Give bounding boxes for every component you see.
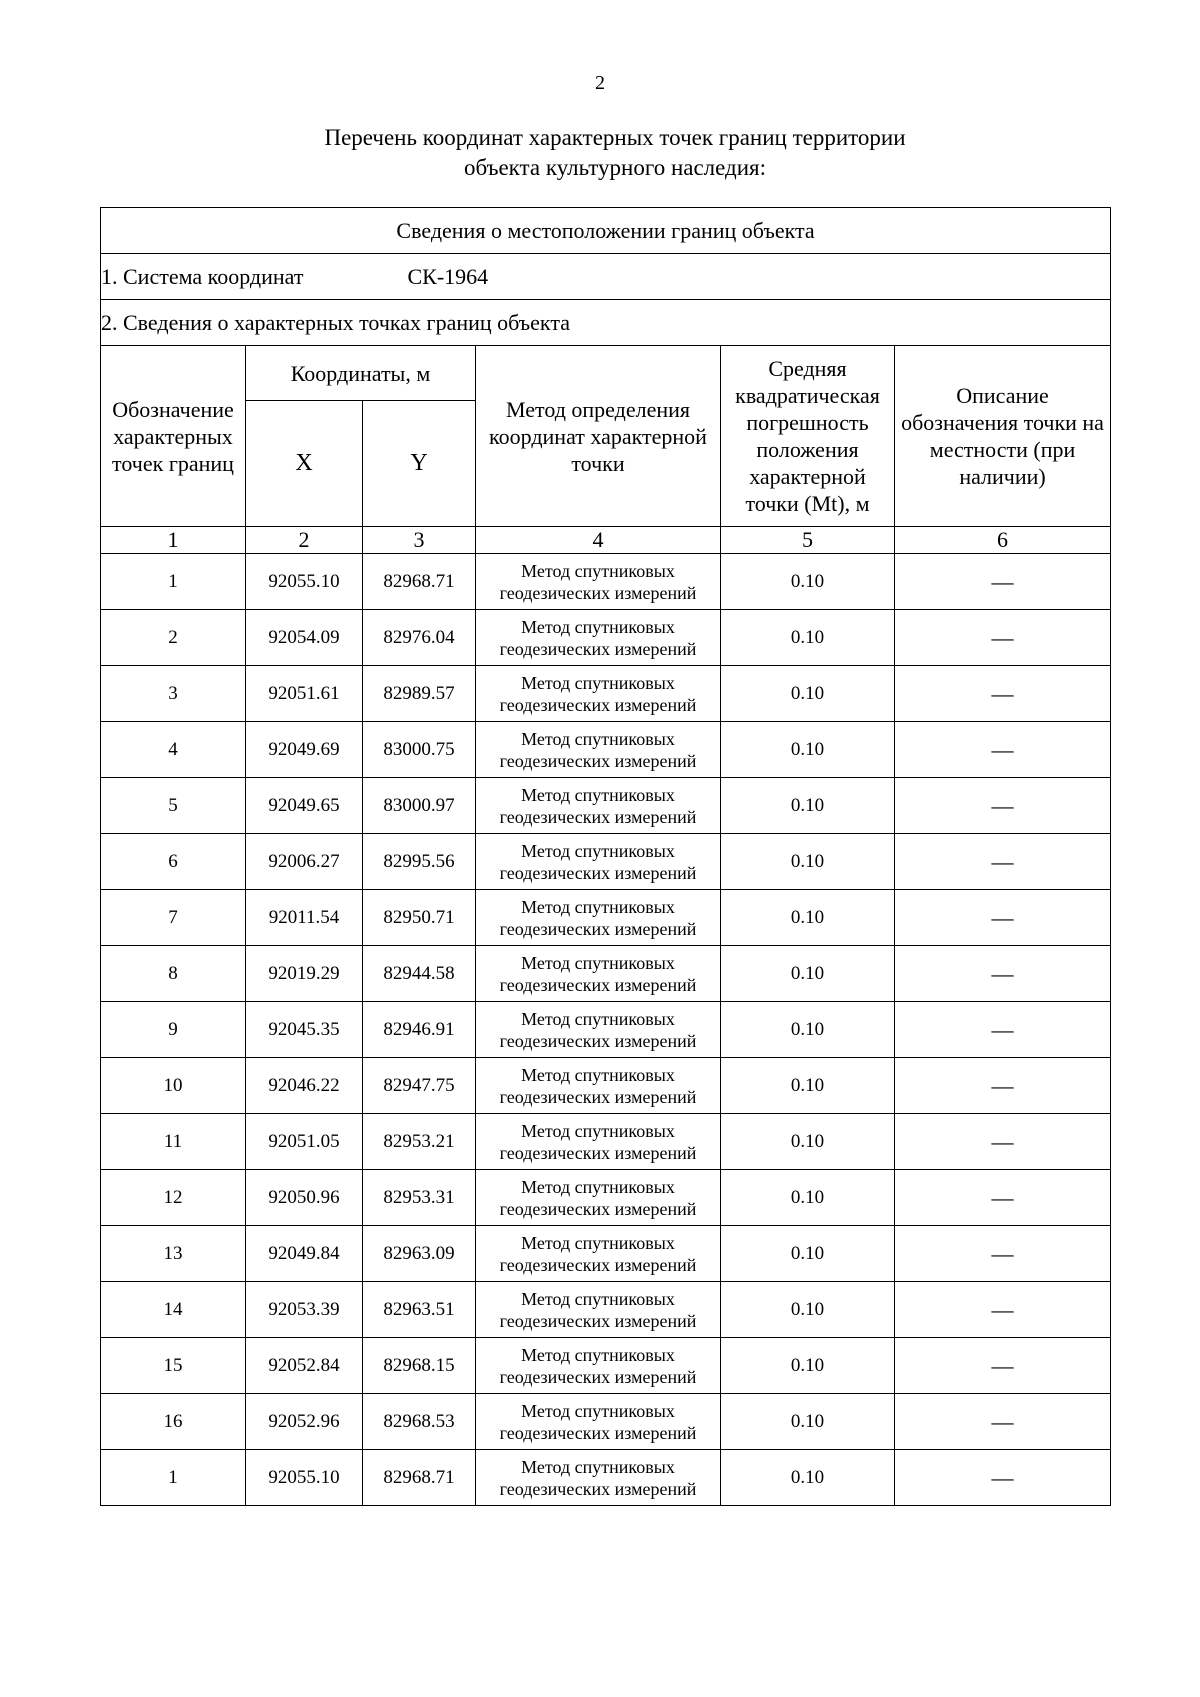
cell-description: — bbox=[895, 1170, 1111, 1226]
cell-error: 0.10 bbox=[721, 1114, 895, 1170]
cell-point-id: 13 bbox=[101, 1226, 246, 1282]
cell-x: 92049.69 bbox=[246, 722, 363, 778]
points-header: 2. Сведения о характерных точках границ объекта bbox=[101, 300, 1111, 346]
document-title-line-2: объекта культурного наследия: bbox=[463, 155, 767, 180]
cell-point-id: 3 bbox=[101, 666, 246, 722]
cell-error: 0.10 bbox=[721, 554, 895, 610]
table-row bbox=[101, 1338, 1111, 1394]
cell-error: 0.10 bbox=[721, 1058, 895, 1114]
table-row bbox=[101, 610, 1111, 666]
table-row bbox=[101, 1114, 1111, 1170]
col-header-method: Метод определения координат характерной точки bbox=[476, 346, 721, 527]
cell-method: Метод спутниковых геодезических измерений bbox=[476, 1170, 721, 1226]
table-row bbox=[101, 834, 1111, 890]
coordinate-system-row bbox=[101, 254, 1111, 300]
col-header-description: Описание обозначения точки на местности (при наличии) bbox=[895, 346, 1111, 527]
cell-y: 82989.57 bbox=[363, 666, 476, 722]
cell-y: 82963.09 bbox=[363, 1226, 476, 1282]
cell-error: 0.10 bbox=[721, 1450, 895, 1506]
cell-error: 0.10 bbox=[721, 778, 895, 834]
cell-method: Метод спутниковых геодезических измерений bbox=[476, 554, 721, 610]
cell-point-id: 12 bbox=[101, 1170, 246, 1226]
table-row bbox=[101, 666, 1111, 722]
cell-point-id: 10 bbox=[101, 1058, 246, 1114]
table-row bbox=[101, 1394, 1111, 1450]
cell-point-id: 1 bbox=[101, 1450, 246, 1506]
cell-description: — bbox=[895, 610, 1111, 666]
cell-error: 0.10 bbox=[721, 1338, 895, 1394]
cell-error: 0.10 bbox=[721, 1002, 895, 1058]
table-row bbox=[101, 1226, 1111, 1282]
cell-point-id: 15 bbox=[101, 1338, 246, 1394]
cell-description: — bbox=[895, 834, 1111, 890]
cell-point-id: 11 bbox=[101, 1114, 246, 1170]
cell-error: 0.10 bbox=[721, 1226, 895, 1282]
cell-description: — bbox=[895, 1338, 1111, 1394]
table-row bbox=[101, 778, 1111, 834]
cell-y: 82968.71 bbox=[363, 1450, 476, 1506]
cell-y: 82968.15 bbox=[363, 1338, 476, 1394]
cell-method: Метод спутниковых геодезических измерений bbox=[476, 1058, 721, 1114]
cell-error: 0.10 bbox=[721, 1394, 895, 1450]
cell-x: 92054.09 bbox=[246, 610, 363, 666]
cell-description: — bbox=[895, 666, 1111, 722]
cell-y: 82976.04 bbox=[363, 610, 476, 666]
cell-point-id: 16 bbox=[101, 1394, 246, 1450]
cell-error: 0.10 bbox=[721, 1170, 895, 1226]
cell-point-id: 2 bbox=[101, 610, 246, 666]
cell-description: — bbox=[895, 1114, 1111, 1170]
cell-y: 82968.71 bbox=[363, 554, 476, 610]
cell-error: 0.10 bbox=[721, 834, 895, 890]
table-body bbox=[101, 554, 1111, 1506]
cell-description: — bbox=[895, 946, 1111, 1002]
cell-description: — bbox=[895, 778, 1111, 834]
table-row bbox=[101, 1170, 1111, 1226]
table-row bbox=[101, 722, 1111, 778]
cell-description: — bbox=[895, 1450, 1111, 1506]
column-number: 2 bbox=[246, 527, 363, 554]
cell-x: 92052.96 bbox=[246, 1394, 363, 1450]
cell-method: Метод спутниковых геодезических измерений bbox=[476, 1450, 721, 1506]
column-number: 6 bbox=[895, 527, 1111, 554]
cell-y: 82950.71 bbox=[363, 890, 476, 946]
cell-point-id: 4 bbox=[101, 722, 246, 778]
cell-method: Метод спутниковых геодезических измерений bbox=[476, 1226, 721, 1282]
col-header-x: X bbox=[246, 401, 363, 527]
cell-x: 92006.27 bbox=[246, 834, 363, 890]
table-row bbox=[101, 554, 1111, 610]
cell-x: 92051.61 bbox=[246, 666, 363, 722]
cell-x: 92046.22 bbox=[246, 1058, 363, 1114]
cell-method: Метод спутниковых геодезических измерений bbox=[476, 834, 721, 890]
cell-x: 92055.10 bbox=[246, 554, 363, 610]
cell-x: 92052.84 bbox=[246, 1338, 363, 1394]
cell-y: 83000.97 bbox=[363, 778, 476, 834]
table-row bbox=[101, 890, 1111, 946]
cell-x: 92049.84 bbox=[246, 1226, 363, 1282]
cell-y: 82953.21 bbox=[363, 1114, 476, 1170]
cell-error: 0.10 bbox=[721, 666, 895, 722]
cell-description: — bbox=[895, 1394, 1111, 1450]
cell-x: 92045.35 bbox=[246, 1002, 363, 1058]
cell-y: 82968.53 bbox=[363, 1394, 476, 1450]
cell-y: 82995.56 bbox=[363, 834, 476, 890]
cell-method: Метод спутниковых геодезических измерений bbox=[476, 1002, 721, 1058]
cell-point-id: 1 bbox=[101, 554, 246, 610]
cell-x: 92050.96 bbox=[246, 1170, 363, 1226]
cell-method: Метод спутниковых геодезических измерений bbox=[476, 1394, 721, 1450]
coordinate-system-value: СК-1964 bbox=[407, 263, 489, 289]
cell-y: 82947.75 bbox=[363, 1058, 476, 1114]
cell-method: Метод спутниковых геодезических измерений bbox=[476, 890, 721, 946]
col-header-y: Y bbox=[363, 401, 476, 527]
section-header: Сведения о местоположении границ объекта bbox=[101, 208, 1111, 254]
cell-x: 92019.29 bbox=[246, 946, 363, 1002]
coordinate-system-label: 1. Система координат bbox=[101, 263, 304, 289]
cell-method: Метод спутниковых геодезических измерений bbox=[476, 666, 721, 722]
cell-point-id: 5 bbox=[101, 778, 246, 834]
cell-point-id: 9 bbox=[101, 1002, 246, 1058]
cell-x: 92055.10 bbox=[246, 1450, 363, 1506]
cell-error: 0.10 bbox=[721, 890, 895, 946]
col-header-error: Средняя квадратическая погрешность положения характерной точки (Mt), м bbox=[721, 346, 895, 527]
cell-method: Метод спутниковых геодезических измерений bbox=[476, 1114, 721, 1170]
cell-error: 0.10 bbox=[721, 946, 895, 1002]
cell-description: — bbox=[895, 1282, 1111, 1338]
cell-error: 0.10 bbox=[721, 1282, 895, 1338]
column-number: 3 bbox=[363, 527, 476, 554]
cell-x: 92051.05 bbox=[246, 1114, 363, 1170]
cell-method: Метод спутниковых геодезических измерений bbox=[476, 610, 721, 666]
document-title bbox=[0, 123, 1200, 183]
cell-y: 82953.31 bbox=[363, 1170, 476, 1226]
cell-method: Метод спутниковых геодезических измерений bbox=[476, 946, 721, 1002]
cell-description: — bbox=[895, 1226, 1111, 1282]
cell-point-id: 8 bbox=[101, 946, 246, 1002]
cell-point-id: 14 bbox=[101, 1282, 246, 1338]
cell-description: — bbox=[895, 554, 1111, 610]
cell-method: Метод спутниковых геодезических измерений bbox=[476, 1282, 721, 1338]
cell-method: Метод спутниковых геодезических измерений bbox=[476, 1338, 721, 1394]
cell-x: 92053.39 bbox=[246, 1282, 363, 1338]
cell-y: 82963.51 bbox=[363, 1282, 476, 1338]
column-number: 5 bbox=[721, 527, 895, 554]
cell-y: 82944.58 bbox=[363, 946, 476, 1002]
document-title-line-1: Перечень координат характерных точек границ территории bbox=[324, 125, 906, 150]
cell-method: Метод спутниковых геодезических измерений bbox=[476, 722, 721, 778]
cell-description: — bbox=[895, 722, 1111, 778]
coordinates-table bbox=[100, 207, 1111, 1506]
cell-point-id: 6 bbox=[101, 834, 246, 890]
col-header-designation: Обозначение характерных точек границ bbox=[101, 346, 246, 527]
table-row bbox=[101, 1450, 1111, 1506]
table-row bbox=[101, 946, 1111, 1002]
table-row bbox=[101, 1282, 1111, 1338]
cell-x: 92049.65 bbox=[246, 778, 363, 834]
cell-y: 83000.75 bbox=[363, 722, 476, 778]
cell-method: Метод спутниковых геодезических измерений bbox=[476, 778, 721, 834]
cell-point-id: 7 bbox=[101, 890, 246, 946]
cell-description: — bbox=[895, 890, 1111, 946]
cell-description: — bbox=[895, 1058, 1111, 1114]
cell-error: 0.10 bbox=[721, 722, 895, 778]
table-row bbox=[101, 1002, 1111, 1058]
page-number: 2 bbox=[595, 72, 605, 94]
column-number: 4 bbox=[476, 527, 721, 554]
cell-error: 0.10 bbox=[721, 610, 895, 666]
column-number-row bbox=[101, 527, 1111, 554]
table-row bbox=[101, 1058, 1111, 1114]
cell-x: 92011.54 bbox=[246, 890, 363, 946]
column-number: 1 bbox=[101, 527, 246, 554]
col-header-coordinates: Координаты, м bbox=[246, 346, 476, 401]
cell-description: — bbox=[895, 1002, 1111, 1058]
cell-y: 82946.91 bbox=[363, 1002, 476, 1058]
